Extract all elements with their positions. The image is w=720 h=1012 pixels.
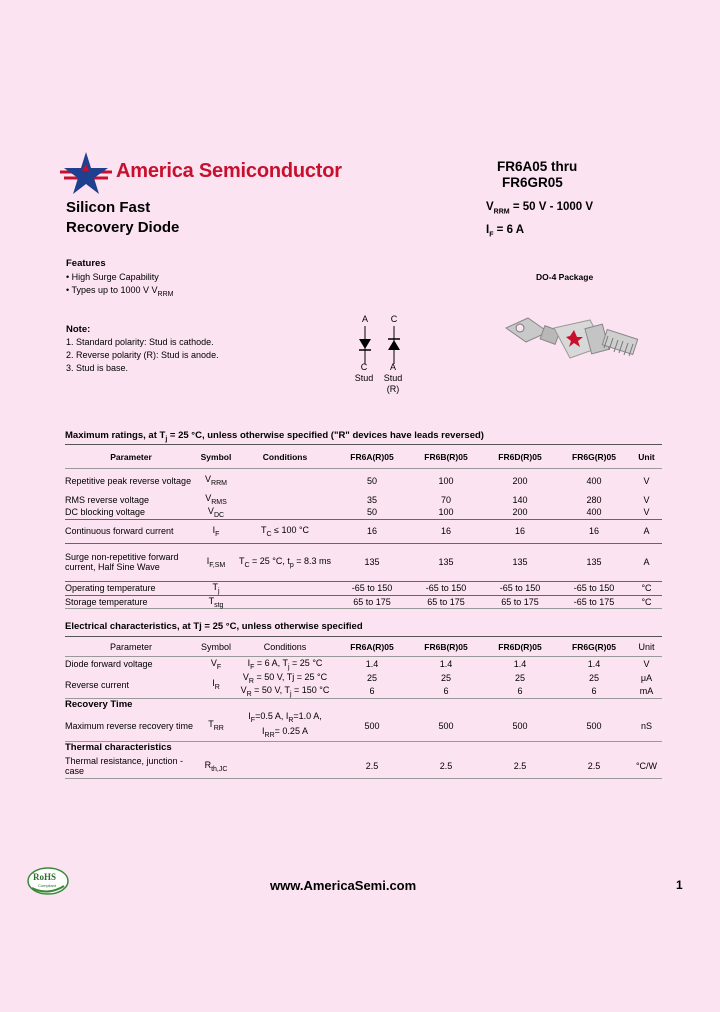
table-section-row: Recovery Time — [65, 699, 133, 711]
diode-left-caption: C Stud — [354, 362, 374, 383]
table-row: Continuous forward current $I_F$ $T_C \le 100$ °C 16 16 16 16 A — [65, 519, 662, 543]
key-specs — [486, 198, 593, 245]
table-section-row: Thermal characteristics — [65, 742, 172, 754]
max-ratings-title: Maximum ratings, at $T_j = 25$ °C, unless otherwise specified ("R" devices have leads reversed) — [65, 430, 484, 443]
table-row: Surge non-repetitive forward current, Half Sine Wave $I_{F,SM}$ $T_C = 25$ °C, $t_p = 8.3$ ms 135 135 135 135 A — [65, 543, 662, 581]
notes-heading: Note: — [66, 324, 91, 335]
page-title — [66, 198, 179, 238]
do4-package-image — [500, 306, 650, 376]
max-ratings-table — [65, 446, 662, 609]
features-heading: Features — [66, 258, 106, 269]
table-row: $V_R = 50$ V, $T_j = 150$ °C 6 6 6 6 mA — [65, 685, 662, 698]
table-header: Parameter Symbol Conditions FR6A(R)05 FR6B(R)05 FR6D(R)05 FR6G(R)05 Unit — [65, 446, 662, 468]
electrical-title: Electrical characteristics, at Tj = 25 °C, unless otherwise specified — [65, 621, 363, 632]
brand-name: America Semiconductor — [116, 160, 342, 182]
package-label: DO-4 Package — [536, 272, 594, 282]
notes — [66, 324, 219, 375]
table-row: RMS reverse voltage $V_{RMS}$ 35 70 140 280 V — [65, 493, 650, 506]
note-item: 2. Reverse polarity (R): Stud is anode. — [66, 350, 219, 360]
table-row: DC blocking voltage $V_{DC}$ 50 100 200 400 V — [65, 506, 650, 519]
feature-item: • Types up to 1000 V $V_{RRM}$ — [66, 285, 174, 298]
diode-label: A — [361, 314, 368, 324]
page-number: 1 — [676, 878, 683, 892]
feature-item: • High Surge Capability — [66, 272, 159, 282]
table-header: Parameter Symbol Conditions FR6A(R)05 FR6B(R)05 FR6D(R)05 FR6G(R)05 Unit — [65, 638, 662, 656]
title-line-2: Recovery Diode — [66, 219, 180, 236]
table-row: Reverse current $I_R$ $V_R = 50$ V, Tj = 25 °C 25 25 25 25 μA — [65, 672, 653, 692]
rohs-sub: Compliant — [38, 883, 57, 888]
if-spec: $I_F = 6$ A — [486, 224, 525, 239]
footer-url[interactable]: www.AmericaSemi.com — [270, 878, 417, 893]
table-row: Operating temperature $T_j$ -65 to 150 -65 to 150 -65 to 150 -65 to 150 °C — [65, 581, 662, 595]
features — [66, 258, 174, 301]
diode-symbol-icon — [352, 326, 408, 364]
table-row: Diode forward voltage $V_F$ $I_F = 6$ A, $T_j = 25$ °C 1.4 1.4 1.4 1.4 V — [65, 657, 650, 671]
note-item: 1. Standard polarity: Stud is cathode. — [66, 337, 214, 347]
diode-label: C — [390, 314, 398, 324]
table-row: Thermal resistance, junction - case $R_{th,JC}$ 2.5 2.5 2.5 2.5 °C/W — [65, 754, 662, 778]
table-row: Storage temperature $T_{stg}$ 65 to 175 65 to 175 65 to 175 -65 to 175 °C — [65, 595, 662, 609]
part-number — [497, 159, 577, 191]
table-row: Repetitive peak reverse voltage $V_{RRM}$ 50 100 200 400 V — [65, 474, 650, 488]
vrrm-spec: $V_{RRM} = 50$ V - 1000 V — [486, 201, 594, 216]
part-line-1: FR6A05 thru — [497, 159, 578, 174]
company-logo-icon — [58, 150, 114, 196]
table-row: Maximum reverse recovery time $T_{RR}$ $I_F=0.5$ A, $I_R=1.0$ A, $I_{RR}= 0.25$ A 500 500 500 500 nS — [65, 711, 662, 741]
title-line-1: Silicon Fast — [66, 199, 151, 216]
rohs-text: RoHS — [33, 872, 57, 882]
electrical-table — [65, 638, 662, 779]
diode-right-caption: A Stud (R) — [383, 362, 403, 394]
part-line-2: FR6GR05 — [502, 175, 563, 190]
note-item: 3. Stud is base. — [66, 363, 129, 373]
